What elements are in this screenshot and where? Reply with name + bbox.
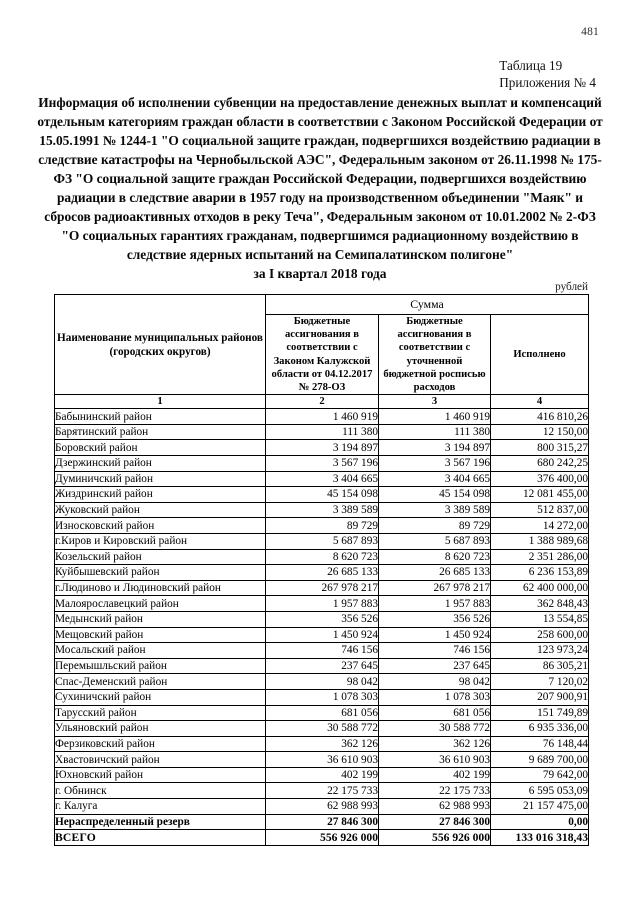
cell-assigned-law: 402 199 xyxy=(266,767,379,783)
table-row xyxy=(55,721,589,737)
table-row xyxy=(55,658,589,674)
document-caption xyxy=(499,57,596,91)
cell-executed: 6 236 153,89 xyxy=(491,565,589,581)
table-row xyxy=(55,549,589,565)
table-row xyxy=(55,456,589,472)
table-row xyxy=(55,487,589,503)
table-row xyxy=(55,752,589,768)
cell-municipality-name: Сухиничский район xyxy=(55,689,266,705)
header-assigned-law: Бюджетные ассигнования в соответствии с Законом Калужской области от 04.12.2017 № 278-ОЗ xyxy=(266,315,379,395)
cell-assigned-refined: 62 988 993 xyxy=(379,799,491,815)
table-row xyxy=(55,471,589,487)
cell-executed: 14 272,00 xyxy=(491,518,589,534)
cell-executed: 12 150,00 xyxy=(491,424,589,440)
column-number-3: 3 xyxy=(379,395,491,409)
cell-assigned-law: 3 389 589 xyxy=(266,502,379,518)
cell-assigned-refined: 3 194 897 xyxy=(379,440,491,456)
cell-assigned-refined: 3 389 589 xyxy=(379,502,491,518)
header-assigned-refined: Бюджетные ассигнования в соответствии с уточненной бюджетной росписью расходов xyxy=(379,315,491,395)
table-row xyxy=(55,596,589,612)
report-table-wrapper xyxy=(54,294,588,846)
cell-municipality-name: г. Обнинск xyxy=(55,783,266,799)
cell-assigned-law: 556 926 000 xyxy=(266,830,379,846)
cell-assigned-refined: 237 645 xyxy=(379,658,491,674)
cell-municipality-name: Малоярославецкий район xyxy=(55,596,266,612)
cell-municipality-name: Ульяновский район xyxy=(55,721,266,737)
cell-assigned-law: 111 380 xyxy=(266,424,379,440)
cell-assigned-law: 681 056 xyxy=(266,705,379,721)
cell-municipality-name: Жуковский район xyxy=(55,502,266,518)
table-head xyxy=(55,295,589,409)
cell-municipality-name: г.Людиново и Людиновский район xyxy=(55,580,266,596)
cell-assigned-law: 3 404 665 xyxy=(266,471,379,487)
table-row xyxy=(55,580,589,596)
cell-assigned-law: 89 729 xyxy=(266,518,379,534)
cell-assigned-refined: 26 685 133 xyxy=(379,565,491,581)
cell-assigned-refined: 1 460 919 xyxy=(379,409,491,425)
table-row xyxy=(55,705,589,721)
cell-executed: 86 305,21 xyxy=(491,658,589,674)
cell-assigned-refined: 681 056 xyxy=(379,705,491,721)
cell-municipality-name: г.Киров и Кировский район xyxy=(55,533,266,549)
column-number-4: 4 xyxy=(491,395,589,409)
cell-executed: 680 242,25 xyxy=(491,456,589,472)
table-row xyxy=(55,611,589,627)
cell-executed: 376 400,00 xyxy=(491,471,589,487)
cell-assigned-refined: 3 567 196 xyxy=(379,456,491,472)
table-row xyxy=(55,502,589,518)
cell-assigned-law: 746 156 xyxy=(266,643,379,659)
cell-executed: 258 600,00 xyxy=(491,627,589,643)
table-row xyxy=(55,424,589,440)
cell-executed: 13 554,85 xyxy=(491,611,589,627)
page-title xyxy=(36,93,604,283)
cell-municipality-name: Бабынинский район xyxy=(55,409,266,425)
cell-municipality-name: Ферзиковский район xyxy=(55,736,266,752)
cell-assigned-law: 22 175 733 xyxy=(266,783,379,799)
cell-assigned-law: 27 846 300 xyxy=(266,814,379,830)
cell-assigned-refined: 746 156 xyxy=(379,643,491,659)
cell-municipality-name: Барятинский район xyxy=(55,424,266,440)
cell-assigned-law: 62 988 993 xyxy=(266,799,379,815)
cell-assigned-refined: 1 957 883 xyxy=(379,596,491,612)
cell-executed: 76 148,44 xyxy=(491,736,589,752)
cell-assigned-refined: 267 978 217 xyxy=(379,580,491,596)
header-municipality-name: Наименование муниципальных районов (городских округов) xyxy=(55,295,266,395)
cell-assigned-refined: 89 729 xyxy=(379,518,491,534)
cell-municipality-name: Дзержинский район xyxy=(55,456,266,472)
column-number-2: 2 xyxy=(266,395,379,409)
cell-assigned-law: 267 978 217 xyxy=(266,580,379,596)
header-sum-group: Сумма xyxy=(266,295,589,315)
cell-assigned-law: 36 610 903 xyxy=(266,752,379,768)
cell-assigned-law: 26 685 133 xyxy=(266,565,379,581)
column-number-1: 1 xyxy=(55,395,266,409)
cell-municipality-name: Спас-Деменский район xyxy=(55,674,266,690)
cell-assigned-refined: 1 450 924 xyxy=(379,627,491,643)
header-executed: Исполнено xyxy=(491,315,589,395)
caption-table-number: Таблица 19 xyxy=(499,58,563,73)
page-title-period: за I квартал 2018 года xyxy=(253,266,387,281)
cell-municipality-name: Перемышльский район xyxy=(55,658,266,674)
cell-assigned-law: 237 645 xyxy=(266,658,379,674)
cell-assigned-refined: 3 404 665 xyxy=(379,471,491,487)
cell-assigned-refined: 5 687 893 xyxy=(379,533,491,549)
table-row xyxy=(55,533,589,549)
cell-municipality-name: Боровский район xyxy=(55,440,266,456)
cell-municipality-name: Износковский район xyxy=(55,518,266,534)
cell-assigned-refined: 362 126 xyxy=(379,736,491,752)
cell-executed: 416 810,26 xyxy=(491,409,589,425)
page-number: 481 xyxy=(581,26,599,38)
cell-assigned-law: 356 526 xyxy=(266,611,379,627)
table-row xyxy=(55,518,589,534)
table-row xyxy=(55,814,589,830)
table-head-row-group xyxy=(55,295,589,315)
table-row xyxy=(55,767,589,783)
cell-executed: 151 749,89 xyxy=(491,705,589,721)
table-row xyxy=(55,674,589,690)
table-row xyxy=(55,783,589,799)
cell-assigned-law: 8 620 723 xyxy=(266,549,379,565)
cell-assigned-law: 5 687 893 xyxy=(266,533,379,549)
table-row xyxy=(55,627,589,643)
cell-executed: 9 689 700,00 xyxy=(491,752,589,768)
report-table xyxy=(54,294,589,846)
cell-assigned-law: 3 567 196 xyxy=(266,456,379,472)
cell-municipality-name: Юхновский район xyxy=(55,767,266,783)
table-row xyxy=(55,830,589,846)
cell-executed: 7 120,02 xyxy=(491,674,589,690)
table-body xyxy=(55,409,589,846)
cell-executed: 800 315,27 xyxy=(491,440,589,456)
cell-executed: 79 642,00 xyxy=(491,767,589,783)
units-label: рублей xyxy=(555,281,588,293)
page-title-body: Информация об исполнении субвенции на предоставление денежных выплат и компенсаций отдельным категориям граждан области в соответствии с Законом Российской Федерации от 15.05.1991 № 1244-1 "О социальной защите граждан, подвергшихся воздействию радиации в следствие катастрофы на Чернобыльской АЭС", Федеральным законом от 26.11.1998 № 175-ФЗ "О социальной защите граждан Российской Федерации, подвергшихся воздействию радиации в следствие аварии в 1957 году на производственном объединении "Маяк" и сбросов радиоактивных отходов в реку Теча", Федеральным законом от 10.01.2002 № 2-ФЗ "О социальных гарантиях гражданам, подвергшимся радиационному воздействию в следствие ядерных испытаний на Семипалатинском полигоне" xyxy=(37,95,603,262)
cell-executed: 62 400 000,00 xyxy=(491,580,589,596)
cell-executed: 0,00 xyxy=(491,814,589,830)
cell-assigned-refined: 402 199 xyxy=(379,767,491,783)
cell-assigned-law: 1 957 883 xyxy=(266,596,379,612)
cell-executed: 1 388 989,68 xyxy=(491,533,589,549)
cell-assigned-refined: 111 380 xyxy=(379,424,491,440)
cell-municipality-name: Медынский район xyxy=(55,611,266,627)
table-row xyxy=(55,409,589,425)
cell-executed: 12 081 455,00 xyxy=(491,487,589,503)
cell-executed: 123 973,24 xyxy=(491,643,589,659)
cell-municipality-name: Мещовский район xyxy=(55,627,266,643)
cell-executed: 6 935 336,00 xyxy=(491,721,589,737)
cell-assigned-refined: 356 526 xyxy=(379,611,491,627)
cell-assigned-refined: 8 620 723 xyxy=(379,549,491,565)
cell-assigned-law: 45 154 098 xyxy=(266,487,379,503)
cell-assigned-refined: 36 610 903 xyxy=(379,752,491,768)
cell-assigned-law: 3 194 897 xyxy=(266,440,379,456)
cell-assigned-refined: 45 154 098 xyxy=(379,487,491,503)
cell-assigned-refined: 30 588 772 xyxy=(379,721,491,737)
cell-executed: 133 016 318,43 xyxy=(491,830,589,846)
cell-municipality-name: Нераспределенный резерв xyxy=(55,814,266,830)
cell-executed: 207 900,91 xyxy=(491,689,589,705)
table-row xyxy=(55,565,589,581)
cell-municipality-name: Тарусский район xyxy=(55,705,266,721)
table-row xyxy=(55,799,589,815)
cell-assigned-refined: 27 846 300 xyxy=(379,814,491,830)
cell-assigned-refined: 556 926 000 xyxy=(379,830,491,846)
cell-assigned-law: 362 126 xyxy=(266,736,379,752)
cell-municipality-name: ВСЕГО xyxy=(55,830,266,846)
table-row xyxy=(55,689,589,705)
cell-assigned-law: 30 588 772 xyxy=(266,721,379,737)
table-row xyxy=(55,440,589,456)
cell-municipality-name: Хвастовичский район xyxy=(55,752,266,768)
cell-assigned-refined: 1 078 303 xyxy=(379,689,491,705)
cell-municipality-name: г. Калуга xyxy=(55,799,266,815)
table-head-row-numbers xyxy=(55,395,589,409)
table-row xyxy=(55,736,589,752)
cell-executed: 21 157 475,00 xyxy=(491,799,589,815)
cell-executed: 512 837,00 xyxy=(491,502,589,518)
caption-appendix-number: Приложения № 4 xyxy=(499,75,596,90)
cell-municipality-name: Козельский район xyxy=(55,549,266,565)
cell-assigned-law: 1 460 919 xyxy=(266,409,379,425)
cell-executed: 362 848,43 xyxy=(491,596,589,612)
cell-municipality-name: Думиничский район xyxy=(55,471,266,487)
cell-assigned-law: 1 078 303 xyxy=(266,689,379,705)
cell-municipality-name: Куйбышевский район xyxy=(55,565,266,581)
cell-assigned-law: 1 450 924 xyxy=(266,627,379,643)
cell-executed: 2 351 286,00 xyxy=(491,549,589,565)
cell-executed: 6 595 053,09 xyxy=(491,783,589,799)
cell-municipality-name: Мосальский район xyxy=(55,643,266,659)
cell-assigned-refined: 98 042 xyxy=(379,674,491,690)
table-row xyxy=(55,643,589,659)
cell-assigned-refined: 22 175 733 xyxy=(379,783,491,799)
cell-municipality-name: Жиздринский район xyxy=(55,487,266,503)
cell-assigned-law: 98 042 xyxy=(266,674,379,690)
